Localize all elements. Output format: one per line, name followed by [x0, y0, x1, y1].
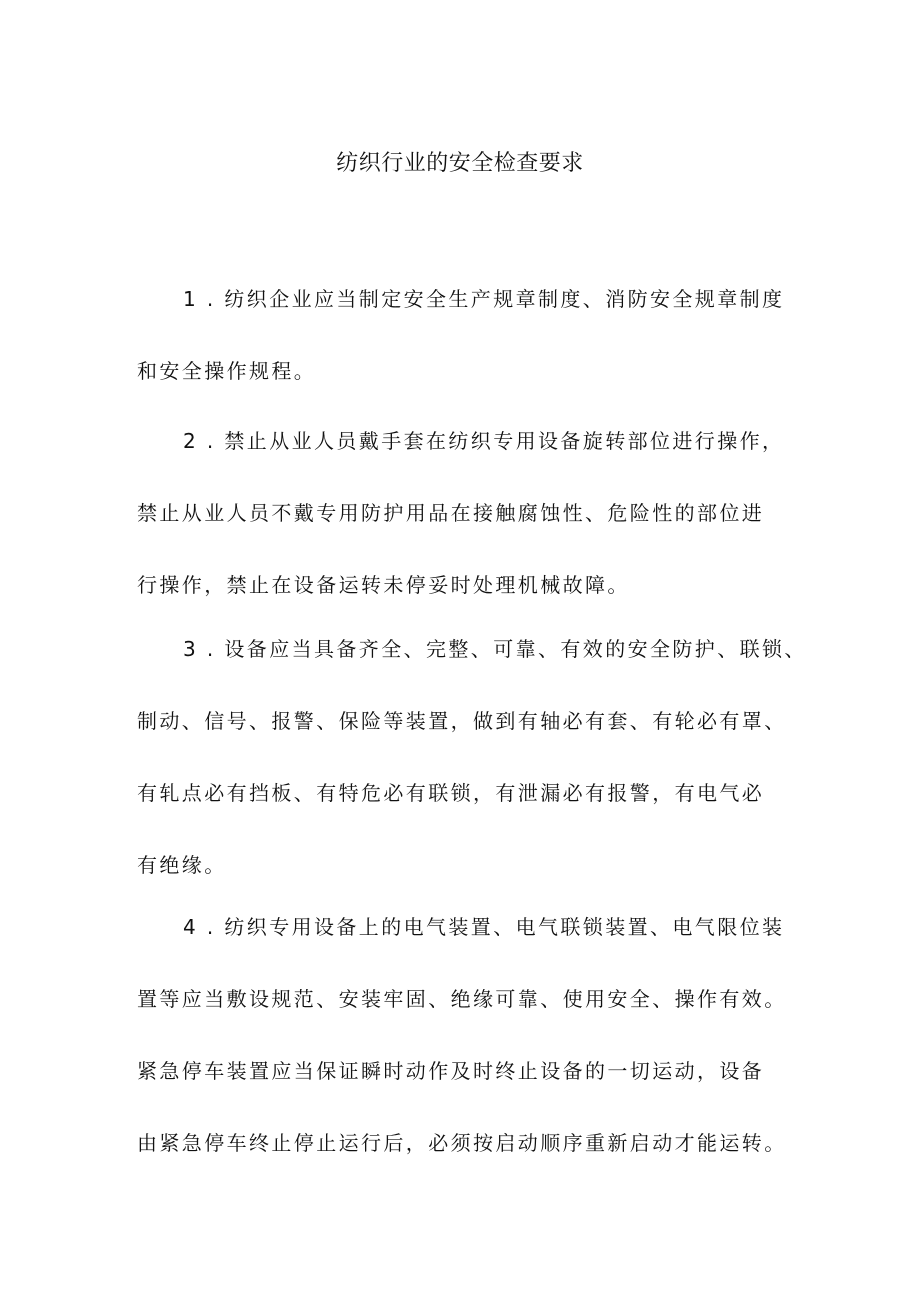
paragraph-3	[137, 636, 807, 924]
paragraph-line: 有绝缘。	[137, 853, 227, 877]
paragraph-line: 禁止从业人员不戴专用防护用品在接触腐蚀性、危险性的部位进	[137, 501, 765, 525]
paragraph-1	[137, 286, 797, 430]
paragraph-2	[137, 428, 797, 644]
document-title: 纺织行业的安全检查要求	[336, 151, 584, 176]
paragraph-line: 3 . 设备应当具备齐全、完整、可靠、有效的安全防护、联锁、	[183, 637, 807, 661]
paragraph-line: 紧急停车装置应当保证瞬时动作及时终止设备的一切运动，设备	[137, 1059, 765, 1083]
paragraph-line: 4 . 纺织专用设备上的电气装置、电气联锁装置、电气限位装	[183, 915, 785, 939]
paragraph-line: 由紧急停车终止停止运行后，必须按启动顺序重新启动才能运转。	[137, 1131, 787, 1155]
paragraph-line: 有轧点必有挡板、有特危必有联锁，有泄漏必有报警，有电气必	[137, 781, 765, 805]
paragraph-4	[137, 914, 797, 1202]
paragraph-line: 1 . 纺织企业应当制定安全生产规章制度、消防安全规章制度	[183, 287, 785, 311]
paragraph-line: 行操作，禁止在设备运转未停妥时处理机械故障。	[137, 573, 630, 597]
paragraph-line: 和安全操作规程。	[137, 359, 317, 383]
paragraph-line: 2 . 禁止从业人员戴手套在纺织专用设备旋转部位进行操作，	[183, 429, 785, 453]
paragraph-line: 制动、信号、报警、保险等装置，做到有轴必有套、有轮必有罩、	[137, 709, 787, 733]
paragraph-line: 置等应当敷设规范、安装牢固、绝缘可靠、使用安全、操作有效。	[137, 987, 787, 1011]
